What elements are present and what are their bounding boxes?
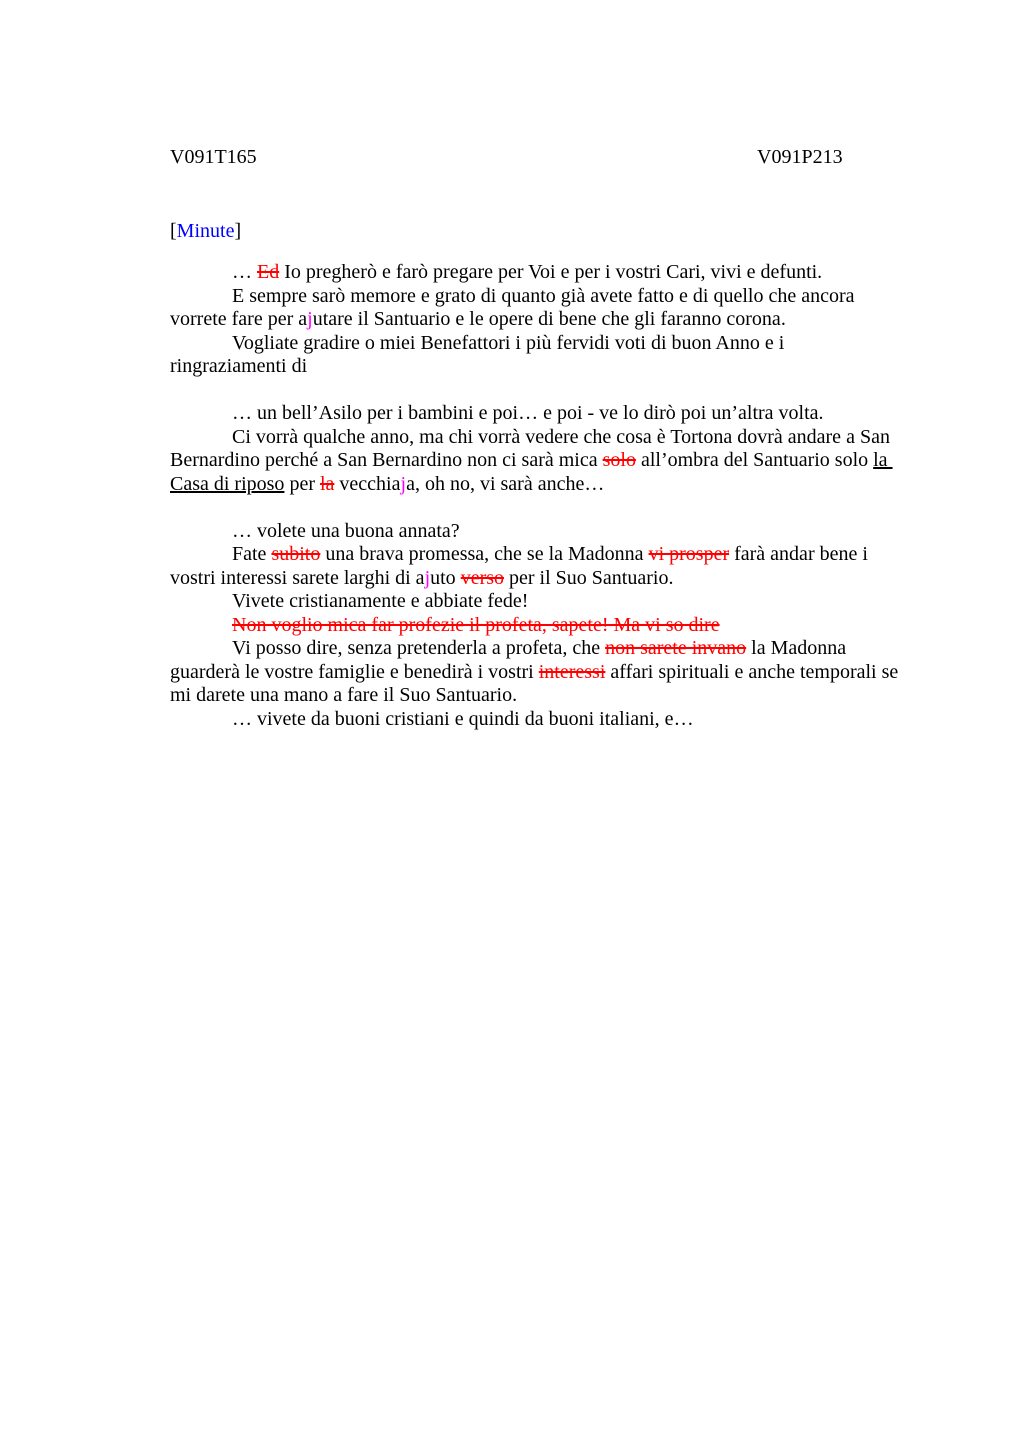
text-line bbox=[170, 402, 940, 426]
underlined-text-run: la bbox=[873, 449, 893, 471]
text-line bbox=[170, 543, 940, 567]
text-line bbox=[170, 614, 940, 638]
document-content bbox=[170, 146, 940, 731]
text-run: Io pregherò e farò pregare per Voi e per i vostri Cari, vivi e defunti. bbox=[279, 261, 823, 283]
blank-line bbox=[170, 496, 940, 520]
underlined-text-run: Casa di riposo bbox=[170, 472, 285, 495]
inserted-letter-run: j bbox=[400, 472, 407, 495]
text-run: … un bell’Asilo per i bambini e poi… e poi - ve lo dirò poi un’altra volta. bbox=[232, 402, 824, 424]
text-run: la Madonna bbox=[746, 637, 847, 659]
deleted-text-run: Non voglio mica far profezie il profeta, sapete! Ma vi so dire bbox=[232, 613, 720, 636]
deleted-text-run: subito bbox=[271, 543, 321, 565]
text-run: Vi posso dire, senza pretenderla a profeta, che bbox=[232, 637, 606, 659]
text-run: a, oh no, vi sarà anche… bbox=[406, 472, 605, 495]
text-line bbox=[170, 473, 940, 497]
text-line bbox=[170, 567, 940, 591]
text-line bbox=[170, 708, 940, 732]
text-run: E sempre sarò memore e grato di quanto già avete fatto e di quello che ancora bbox=[232, 284, 855, 307]
text-run: all’ombra del Santuario solo bbox=[635, 449, 874, 471]
text-run: Vivete cristianamente e abbiate fede! bbox=[232, 590, 529, 612]
text-run: vostri interessi sarete larghi di a bbox=[170, 566, 425, 589]
deleted-text-run: solo bbox=[602, 449, 636, 471]
text-run: guarderà le vostre famiglie e benedirà i vostri bbox=[170, 660, 539, 683]
text-line bbox=[170, 332, 940, 356]
deleted-text-run: vi prosper bbox=[648, 543, 730, 565]
text-run: Ci vorrà qualche anno, ma chi vorrà vedere che cosa è Tortona dovrà andare a San bbox=[232, 425, 890, 448]
minute-close-bracket: ] bbox=[234, 220, 242, 242]
text-line bbox=[170, 637, 940, 661]
text-run: affari spirituali e anche temporali se bbox=[605, 660, 899, 683]
text-line bbox=[170, 684, 940, 708]
blank-line bbox=[170, 379, 940, 403]
deleted-text-run: interessi bbox=[538, 660, 606, 683]
minute-annotation bbox=[170, 220, 940, 244]
document-header bbox=[170, 146, 940, 170]
text-run: Vogliate gradire o miei Benefattori i più fervidi voti di buon Anno e i bbox=[232, 331, 785, 354]
text-run: uto bbox=[430, 566, 461, 589]
deleted-text-run: verso bbox=[460, 566, 505, 589]
header-right-code: V091P213 bbox=[757, 146, 843, 168]
deleted-text-run: Ed bbox=[257, 261, 280, 283]
text-run: Bernardino perché a San Bernardino non ci sarà mica bbox=[170, 449, 603, 471]
inserted-letter-run: j bbox=[424, 566, 431, 589]
text-run: … vivete da buoni cristiani e quindi da buoni italiani, e… bbox=[232, 707, 694, 730]
minute-label: Minute bbox=[176, 220, 235, 242]
text-line bbox=[170, 661, 940, 685]
text-line bbox=[170, 308, 940, 332]
header-left-code: V091T165 bbox=[170, 146, 257, 168]
text-run: per il Suo Santuario. bbox=[504, 566, 674, 589]
text-line bbox=[170, 285, 940, 309]
text-run: ringraziamenti di bbox=[170, 355, 308, 377]
minute-open-bracket: [ bbox=[170, 220, 177, 242]
text-run: farà andar bene i bbox=[729, 543, 868, 565]
text-line bbox=[170, 449, 940, 473]
text-run: … bbox=[232, 261, 257, 283]
deleted-text-run: la bbox=[319, 472, 335, 495]
text-run: mi darete una mano a fare il Suo Santuario. bbox=[170, 684, 518, 706]
text-run: vorrete fare per a bbox=[170, 308, 308, 330]
text-line bbox=[170, 355, 940, 379]
text-run: … volete una buona annata? bbox=[232, 519, 460, 542]
deleted-text-run: non sarete invano bbox=[605, 637, 747, 659]
text-line bbox=[170, 261, 940, 285]
text-line bbox=[170, 426, 940, 450]
text-run: per bbox=[284, 472, 320, 495]
document-body bbox=[170, 261, 940, 731]
text-run: utare il Santuario e le opere di bene che gli faranno corona. bbox=[312, 308, 786, 330]
text-run: una brava promessa, che se la Madonna bbox=[320, 543, 649, 565]
text-run: Fate bbox=[232, 543, 272, 565]
text-line bbox=[170, 590, 940, 614]
text-line bbox=[170, 520, 940, 544]
text-run: vecchia bbox=[334, 472, 401, 495]
inserted-letter-run: j bbox=[307, 308, 313, 330]
